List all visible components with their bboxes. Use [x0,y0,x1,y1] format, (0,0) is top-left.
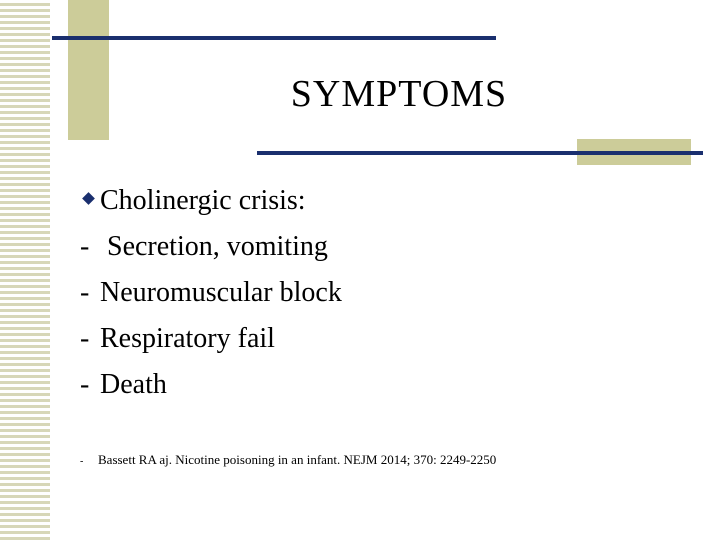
list-item [80,362,342,408]
dash-marker: - [80,323,90,354]
title-rule-bottom [257,151,703,155]
dash-marker: - [80,369,90,400]
list-item [80,178,342,224]
citation [80,451,496,471]
decorative-stripe-bar [0,0,50,540]
bullet-text: Death [100,369,167,400]
title-rule-top [52,36,496,40]
bullet-text: Secretion, vomiting [100,231,328,262]
bullet-text: Cholinergic crisis: [100,185,306,216]
dash-marker: - [80,277,90,308]
bullet-text: Respiratory fail [100,323,275,354]
bullet-text: Neuromuscular block [100,277,342,308]
bullet-marker [80,178,100,224]
dash-marker: - [80,231,90,262]
bullet-list [80,178,342,408]
list-item [80,270,342,316]
slide-title: SYMPTOMS [290,73,508,115]
diamond-icon [82,192,95,205]
decorative-beige-block-top [68,0,109,140]
list-item [80,316,342,362]
list-item [80,224,342,270]
citation-marker: - [80,456,84,467]
citation-text: Bassett RA aj. Nicotine poisoning in an infant. NEJM 2014; 370: 2249-2250 [98,452,497,467]
